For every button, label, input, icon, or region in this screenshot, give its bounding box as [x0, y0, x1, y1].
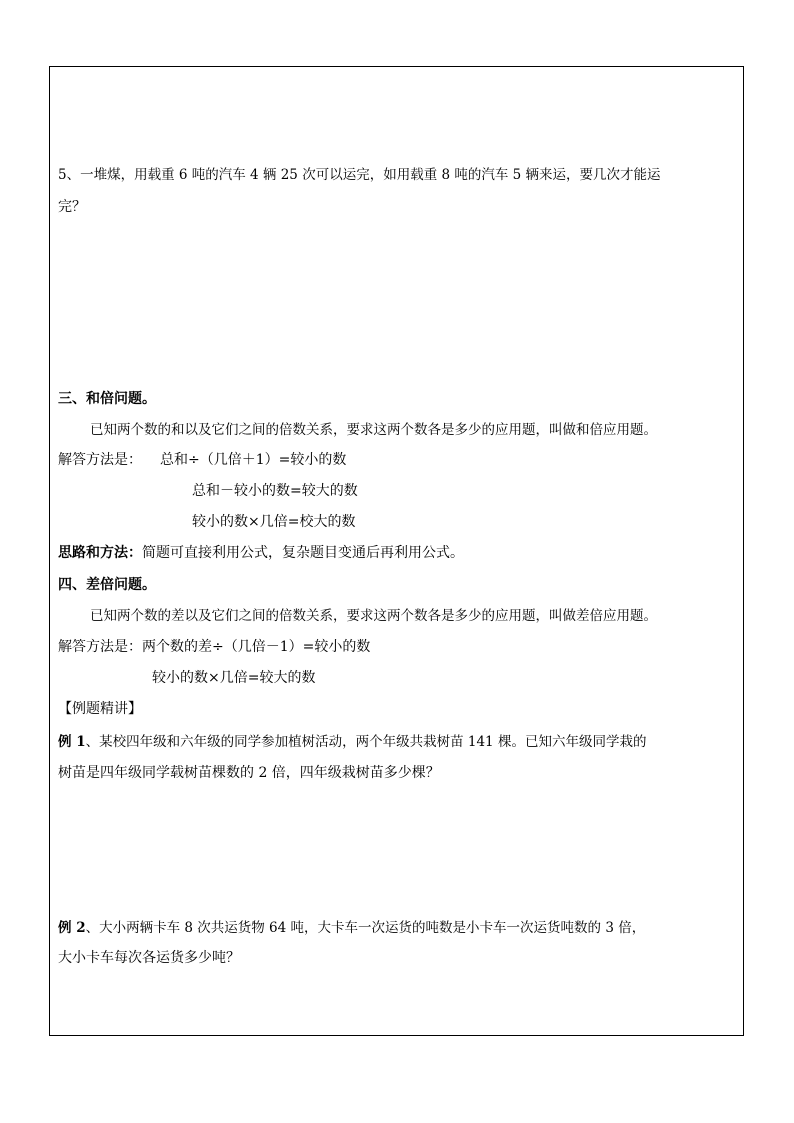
section-4-method-line: 解答方法是：两个数的差÷（几倍－1）=较小的数: [58, 639, 371, 655]
example-2-line1: [58, 919, 645, 937]
section-3-tip: [58, 544, 464, 562]
tip-text: 简题可直接利用公式，复杂题目变通后再利用公式。: [142, 545, 464, 561]
example-1-line2: 树苗是四年级同学载树苗棵数的 2 倍，四年级栽树苗多少棵？: [58, 765, 440, 781]
example-1-text: 、某校四年级和六年级的同学参加植树活动，两个年级共栽树苗 141 棵。已知六年级同学栽的: [85, 734, 647, 750]
tip-label: 思路和方法：: [58, 545, 142, 561]
example-1-line1: [58, 733, 646, 751]
section-3-formula1: 总和÷（几倍＋1）=较小的数: [160, 452, 347, 468]
example-2-label: 例 2: [58, 920, 86, 936]
example-1-label: 例 1: [58, 734, 86, 750]
section-4-heading: 四、差倍问题。: [58, 577, 156, 593]
section-3-desc: 已知两个数的和以及它们之间的倍数关系，要求这两个数各是多少的应用题，叫做和倍应用题。: [90, 422, 657, 438]
section-3-method-label: 解答方法是：: [58, 452, 142, 468]
section-4-formula2: 较小的数×几倍=较大的数: [152, 670, 316, 686]
example-2-text: 、大小两辆卡车 8 次共运货物 64 吨，大卡车一次运货的吨数是小卡车一次运货吨数的 3 倍，: [85, 920, 646, 936]
example-2-line2: 大小卡车每次各运货多少吨？: [58, 950, 240, 966]
section-4-desc: 已知两个数的差以及它们之间的倍数关系，要求这两个数各是多少的应用题，叫做差倍应用题。: [90, 608, 657, 624]
section-3-formula2: 总和－较小的数=较大的数: [192, 483, 358, 499]
problem-5-line2: 完？: [58, 199, 86, 215]
section-3-heading: 三、和倍问题。: [58, 391, 156, 407]
problem-5-line1: 5、一堆煤，用载重 6 吨的汽车 4 辆 25 次可以运完，如用载重 8 吨的汽车 5 辆来运，要几次才能运: [58, 167, 661, 183]
examples-heading: 【例题精讲】: [58, 701, 142, 717]
section-3-formula3: 较小的数×几倍=校大的数: [192, 514, 356, 530]
